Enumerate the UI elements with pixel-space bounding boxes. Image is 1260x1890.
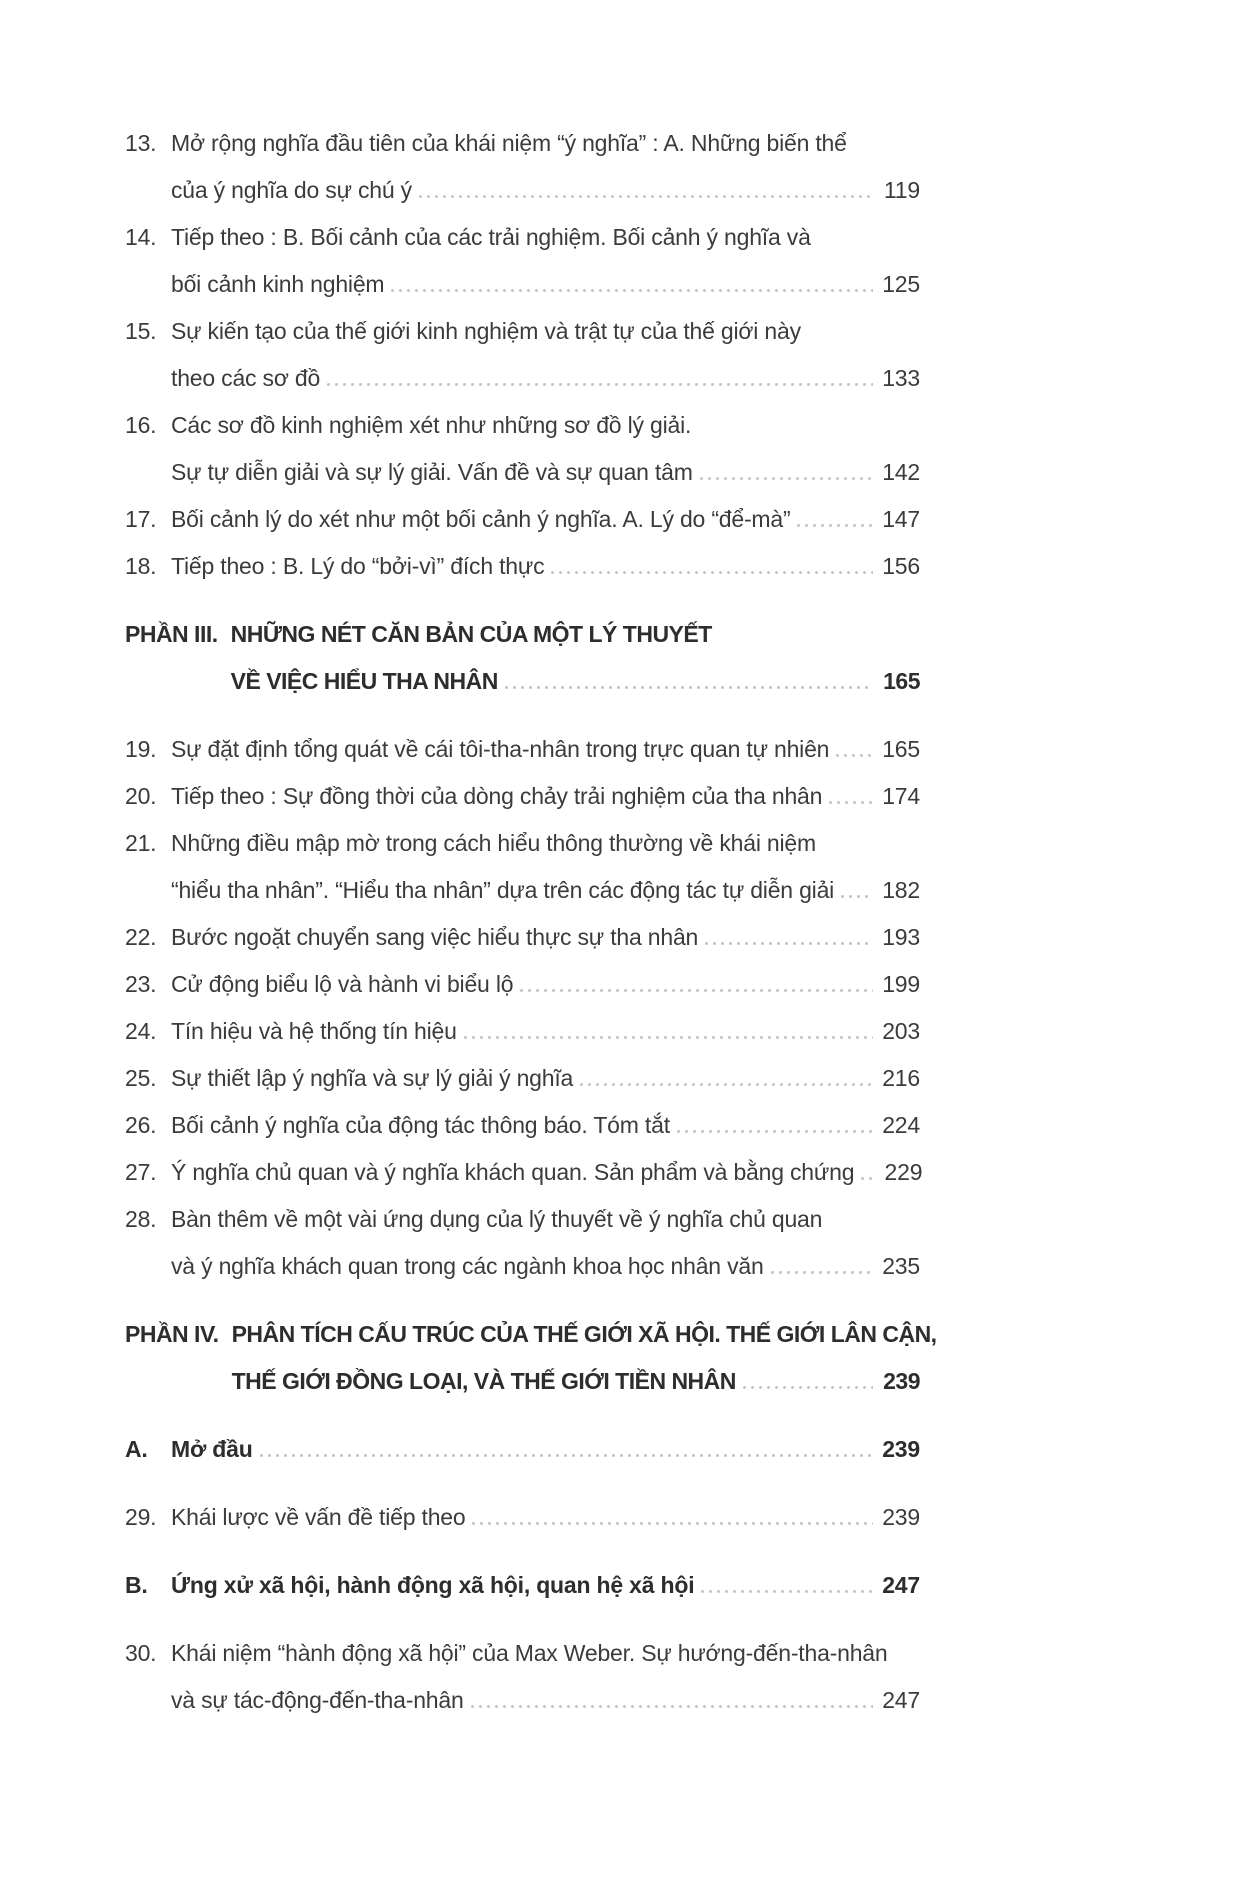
- entry-body: [171, 1008, 920, 1055]
- dotted-leader: [419, 195, 873, 198]
- toc-line: [231, 611, 920, 658]
- entry-body: [231, 611, 920, 705]
- toc-line: [171, 1494, 920, 1541]
- page-number: 133: [882, 365, 920, 391]
- entry-text: Khái lược về vấn đề tiếp theo: [171, 1504, 466, 1530]
- toc-entry: [125, 914, 920, 961]
- entry-body: [171, 961, 920, 1008]
- toc-entry: [125, 308, 920, 402]
- entry-body: [171, 1562, 920, 1609]
- toc-line: [171, 214, 920, 261]
- entry-number: 15.: [125, 318, 157, 344]
- toc-line: [171, 726, 920, 773]
- entry-body: [171, 496, 920, 543]
- entry-text: Tiếp theo : B. Bối cảnh của các trải nghiệm. Bối cảnh ý nghĩa và: [171, 224, 811, 250]
- dotted-leader: [861, 1177, 875, 1180]
- entry-number: PHẦN III.: [125, 621, 218, 647]
- toc-line: [231, 1311, 937, 1358]
- page-number: 247: [882, 1687, 920, 1713]
- toc-entry: [125, 120, 920, 214]
- page-number: 165: [882, 736, 920, 762]
- dotted-leader: [520, 989, 873, 992]
- entry-body: [171, 1426, 920, 1473]
- entry-text: Tiếp theo : Sự đồng thời của dòng chảy trải nghiệm của tha nhân: [171, 783, 823, 809]
- entry-text: Các sơ đồ kinh nghiệm xét như những sơ đồ lý giải.: [171, 412, 692, 438]
- dotted-leader: [464, 1036, 873, 1039]
- entry-text: Bối cảnh lý do xét như một bối cảnh ý nghĩa. A. Lý do “để-mà”: [171, 506, 791, 532]
- entry-text: theo các sơ đồ: [171, 365, 321, 391]
- toc-line: [171, 1008, 920, 1055]
- entry-body: [171, 1102, 920, 1149]
- entry-text: và ý nghĩa khách quan trong các ngành khoa học nhân văn: [171, 1253, 764, 1279]
- entry-number: B.: [125, 1572, 148, 1598]
- entry-body: [171, 1494, 920, 1541]
- entry-number: 22.: [125, 924, 157, 950]
- page-number: 203: [882, 1018, 920, 1044]
- toc-line: [232, 1358, 920, 1405]
- entry-body: [171, 402, 920, 496]
- entry-number: 27.: [125, 1159, 157, 1185]
- toc-line: [171, 1426, 920, 1473]
- entry-text: bối cảnh kinh nghiệm: [171, 271, 385, 297]
- toc-line: [171, 449, 920, 496]
- page-number: 174: [882, 783, 920, 809]
- toc-line: [171, 543, 920, 590]
- page-number: 239: [883, 1368, 920, 1394]
- page-number: 147: [882, 506, 920, 532]
- entry-text: Ý nghĩa chủ quan và ý nghĩa khách quan. Sản phẩm và bằng chứng: [171, 1159, 855, 1185]
- entry-body: [171, 214, 920, 308]
- entry-text: Khái niệm “hành động xã hội” của Max Weber. Sự hướng-đến-tha-nhân: [171, 1640, 888, 1666]
- entry-number: 19.: [125, 736, 157, 762]
- dotted-leader: [701, 1590, 873, 1593]
- entry-number: 16.: [125, 412, 157, 438]
- dotted-leader: [505, 686, 873, 689]
- dotted-leader: [771, 1271, 873, 1274]
- entry-text: và sự tác-động-đến-tha-nhân: [171, 1687, 464, 1713]
- page-number: 247: [882, 1572, 920, 1598]
- toc-line: [171, 1630, 920, 1677]
- dotted-leader: [700, 477, 873, 480]
- toc-line: [171, 402, 920, 449]
- toc-line: [171, 308, 920, 355]
- entry-text: của ý nghĩa do sự chú ý: [171, 177, 412, 203]
- dotted-leader: [797, 524, 873, 527]
- entry-text: NHỮNG NÉT CĂN BẢN CỦA MỘT LÝ THUYẾT: [230, 621, 712, 647]
- toc-section-heading: [125, 1311, 937, 1405]
- toc-entry: [125, 402, 920, 496]
- entry-number: 21.: [125, 830, 157, 856]
- toc-line: [171, 914, 920, 961]
- entry-number: 18.: [125, 553, 157, 579]
- entry-text: Bàn thêm về một vài ứng dụng của lý thuyết về ý nghĩa chủ quan: [171, 1206, 823, 1232]
- toc-line: [171, 1149, 923, 1196]
- page-number: 199: [882, 971, 920, 997]
- page-number: 165: [883, 668, 920, 694]
- toc-line: [171, 1102, 920, 1149]
- toc-entry: [125, 726, 920, 773]
- page-number: 239: [882, 1504, 920, 1530]
- entry-text: Những điều mập mờ trong cách hiểu thông thường về khái niệm: [171, 830, 816, 856]
- entry-number: 30.: [125, 1640, 157, 1666]
- toc-entry: [125, 1630, 920, 1724]
- entry-text: Sự thiết lập ý nghĩa và sự lý giải ý nghĩa: [171, 1065, 574, 1091]
- toc-line: [171, 1055, 920, 1102]
- entry-text: Cử động biểu lộ và hành vi biểu lộ: [171, 971, 514, 997]
- entry-number: 24.: [125, 1018, 157, 1044]
- toc-entry: [125, 1149, 923, 1196]
- entry-text: PHÂN TÍCH CẤU TRÚC CỦA THẾ GIỚI XÃ HỘI. THẾ GIỚI LÂN CẬN,: [231, 1321, 937, 1347]
- toc-line: [171, 1562, 920, 1609]
- entry-body: [171, 1196, 920, 1290]
- dotted-leader: [841, 895, 873, 898]
- toc-entry: [125, 961, 920, 1008]
- toc-line: [171, 961, 920, 1008]
- toc-entry: [125, 496, 920, 543]
- toc-entry: [125, 820, 920, 914]
- toc-line: [171, 1243, 920, 1290]
- entry-text: Mở đầu: [171, 1436, 253, 1462]
- entry-body: [171, 1149, 923, 1196]
- dotted-leader: [677, 1130, 873, 1133]
- toc-entry: [125, 1055, 920, 1102]
- entry-body: [171, 543, 920, 590]
- page-number: 182: [882, 877, 920, 903]
- entry-text: VỀ VIỆC HIỂU THA NHÂN: [230, 668, 498, 694]
- toc-line: [171, 1677, 920, 1724]
- dotted-leader: [327, 383, 873, 386]
- toc-line: [171, 496, 920, 543]
- toc-subsection-heading: [125, 1562, 920, 1609]
- toc-entry: [125, 1196, 920, 1290]
- toc-subsection-heading: [125, 1426, 920, 1473]
- toc-line: [171, 120, 920, 167]
- page-number: 224: [882, 1112, 920, 1138]
- toc-line: [171, 355, 920, 402]
- toc-entry: [125, 543, 920, 590]
- dotted-leader: [705, 942, 873, 945]
- page-number: 193: [882, 924, 920, 950]
- entry-number: 28.: [125, 1206, 157, 1232]
- entry-body: [171, 1055, 920, 1102]
- entry-body: [171, 726, 920, 773]
- page-number: 119: [883, 177, 920, 203]
- toc-line: [231, 658, 920, 705]
- toc-list: [125, 120, 937, 1724]
- entry-number: PHẦN IV.: [125, 1321, 219, 1347]
- toc-line: [171, 167, 920, 214]
- dotted-leader: [551, 571, 873, 574]
- toc-line: [171, 867, 920, 914]
- entry-text: Tiếp theo : B. Lý do “bởi-vì” đích thực: [171, 553, 545, 579]
- dotted-leader: [829, 801, 873, 804]
- toc-line: [171, 1196, 920, 1243]
- entry-number: 14.: [125, 224, 157, 250]
- toc-entry: [125, 1494, 920, 1541]
- entry-number: 25.: [125, 1065, 157, 1091]
- page-number: 125: [882, 271, 920, 297]
- entry-text: “hiểu tha nhân”. “Hiểu tha nhân” dựa trên các động tác tự diễn giải: [171, 877, 835, 903]
- entry-text: THẾ GIỚI ĐỒNG LOẠI, VÀ THẾ GIỚI TIỀN NHÂN: [231, 1368, 736, 1394]
- entry-text: Mở rộng nghĩa đầu tiên của khái niệm “ý nghĩa” : A. Những biến thể: [171, 130, 847, 156]
- dotted-leader: [472, 1522, 873, 1525]
- entry-body: [171, 1630, 920, 1724]
- page-number: 216: [882, 1065, 920, 1091]
- entry-number: 20.: [125, 783, 157, 809]
- toc-entry: [125, 773, 920, 820]
- dotted-leader: [580, 1083, 873, 1086]
- dotted-leader: [391, 289, 873, 292]
- entry-number: 29.: [125, 1504, 157, 1530]
- entry-text: Tín hiệu và hệ thống tín hiệu: [171, 1018, 457, 1044]
- dotted-leader: [836, 754, 873, 757]
- dotted-leader: [743, 1386, 873, 1389]
- entry-body: [171, 914, 920, 961]
- page-number: 229: [884, 1159, 923, 1185]
- entry-number: 23.: [125, 971, 157, 997]
- toc-entry: [125, 214, 920, 308]
- entry-body: [171, 308, 920, 402]
- page-number: 156: [882, 553, 920, 579]
- toc-entry: [125, 1008, 920, 1055]
- page-number: 235: [882, 1253, 920, 1279]
- entry-body: [231, 1311, 937, 1405]
- page-number: 239: [882, 1436, 920, 1462]
- entry-number: 13.: [125, 130, 157, 156]
- entry-number: 26.: [125, 1112, 157, 1138]
- dotted-leader: [471, 1705, 873, 1708]
- entry-text: Sự kiến tạo của thế giới kinh nghiệm và trật tự của thế giới này: [171, 318, 801, 344]
- entry-number: A.: [125, 1436, 148, 1462]
- entry-body: [171, 120, 920, 214]
- entry-text: Bối cảnh ý nghĩa của động tác thông báo. Tóm tắt: [171, 1112, 670, 1138]
- toc-entry: [125, 1102, 920, 1149]
- entry-number: 17.: [125, 506, 157, 532]
- entry-text: Sự đặt định tổng quát về cái tôi-tha-nhân trong trực quan tự nhiên: [171, 736, 830, 762]
- page-number: 142: [882, 459, 920, 485]
- dotted-leader: [260, 1454, 873, 1457]
- toc-line: [171, 820, 920, 867]
- toc-section-heading: [125, 611, 920, 705]
- entry-body: [171, 773, 920, 820]
- toc-line: [171, 773, 920, 820]
- entry-text: Ứng xử xã hội, hành động xã hội, quan hệ xã hội: [171, 1572, 695, 1598]
- entry-text: Sự tự diễn giải và sự lý giải. Vấn đề và sự quan tâm: [171, 459, 693, 485]
- toc-line: [171, 261, 920, 308]
- entry-text: Bước ngoặt chuyển sang việc hiểu thực sự tha nhân: [171, 924, 699, 950]
- entry-body: [171, 820, 920, 914]
